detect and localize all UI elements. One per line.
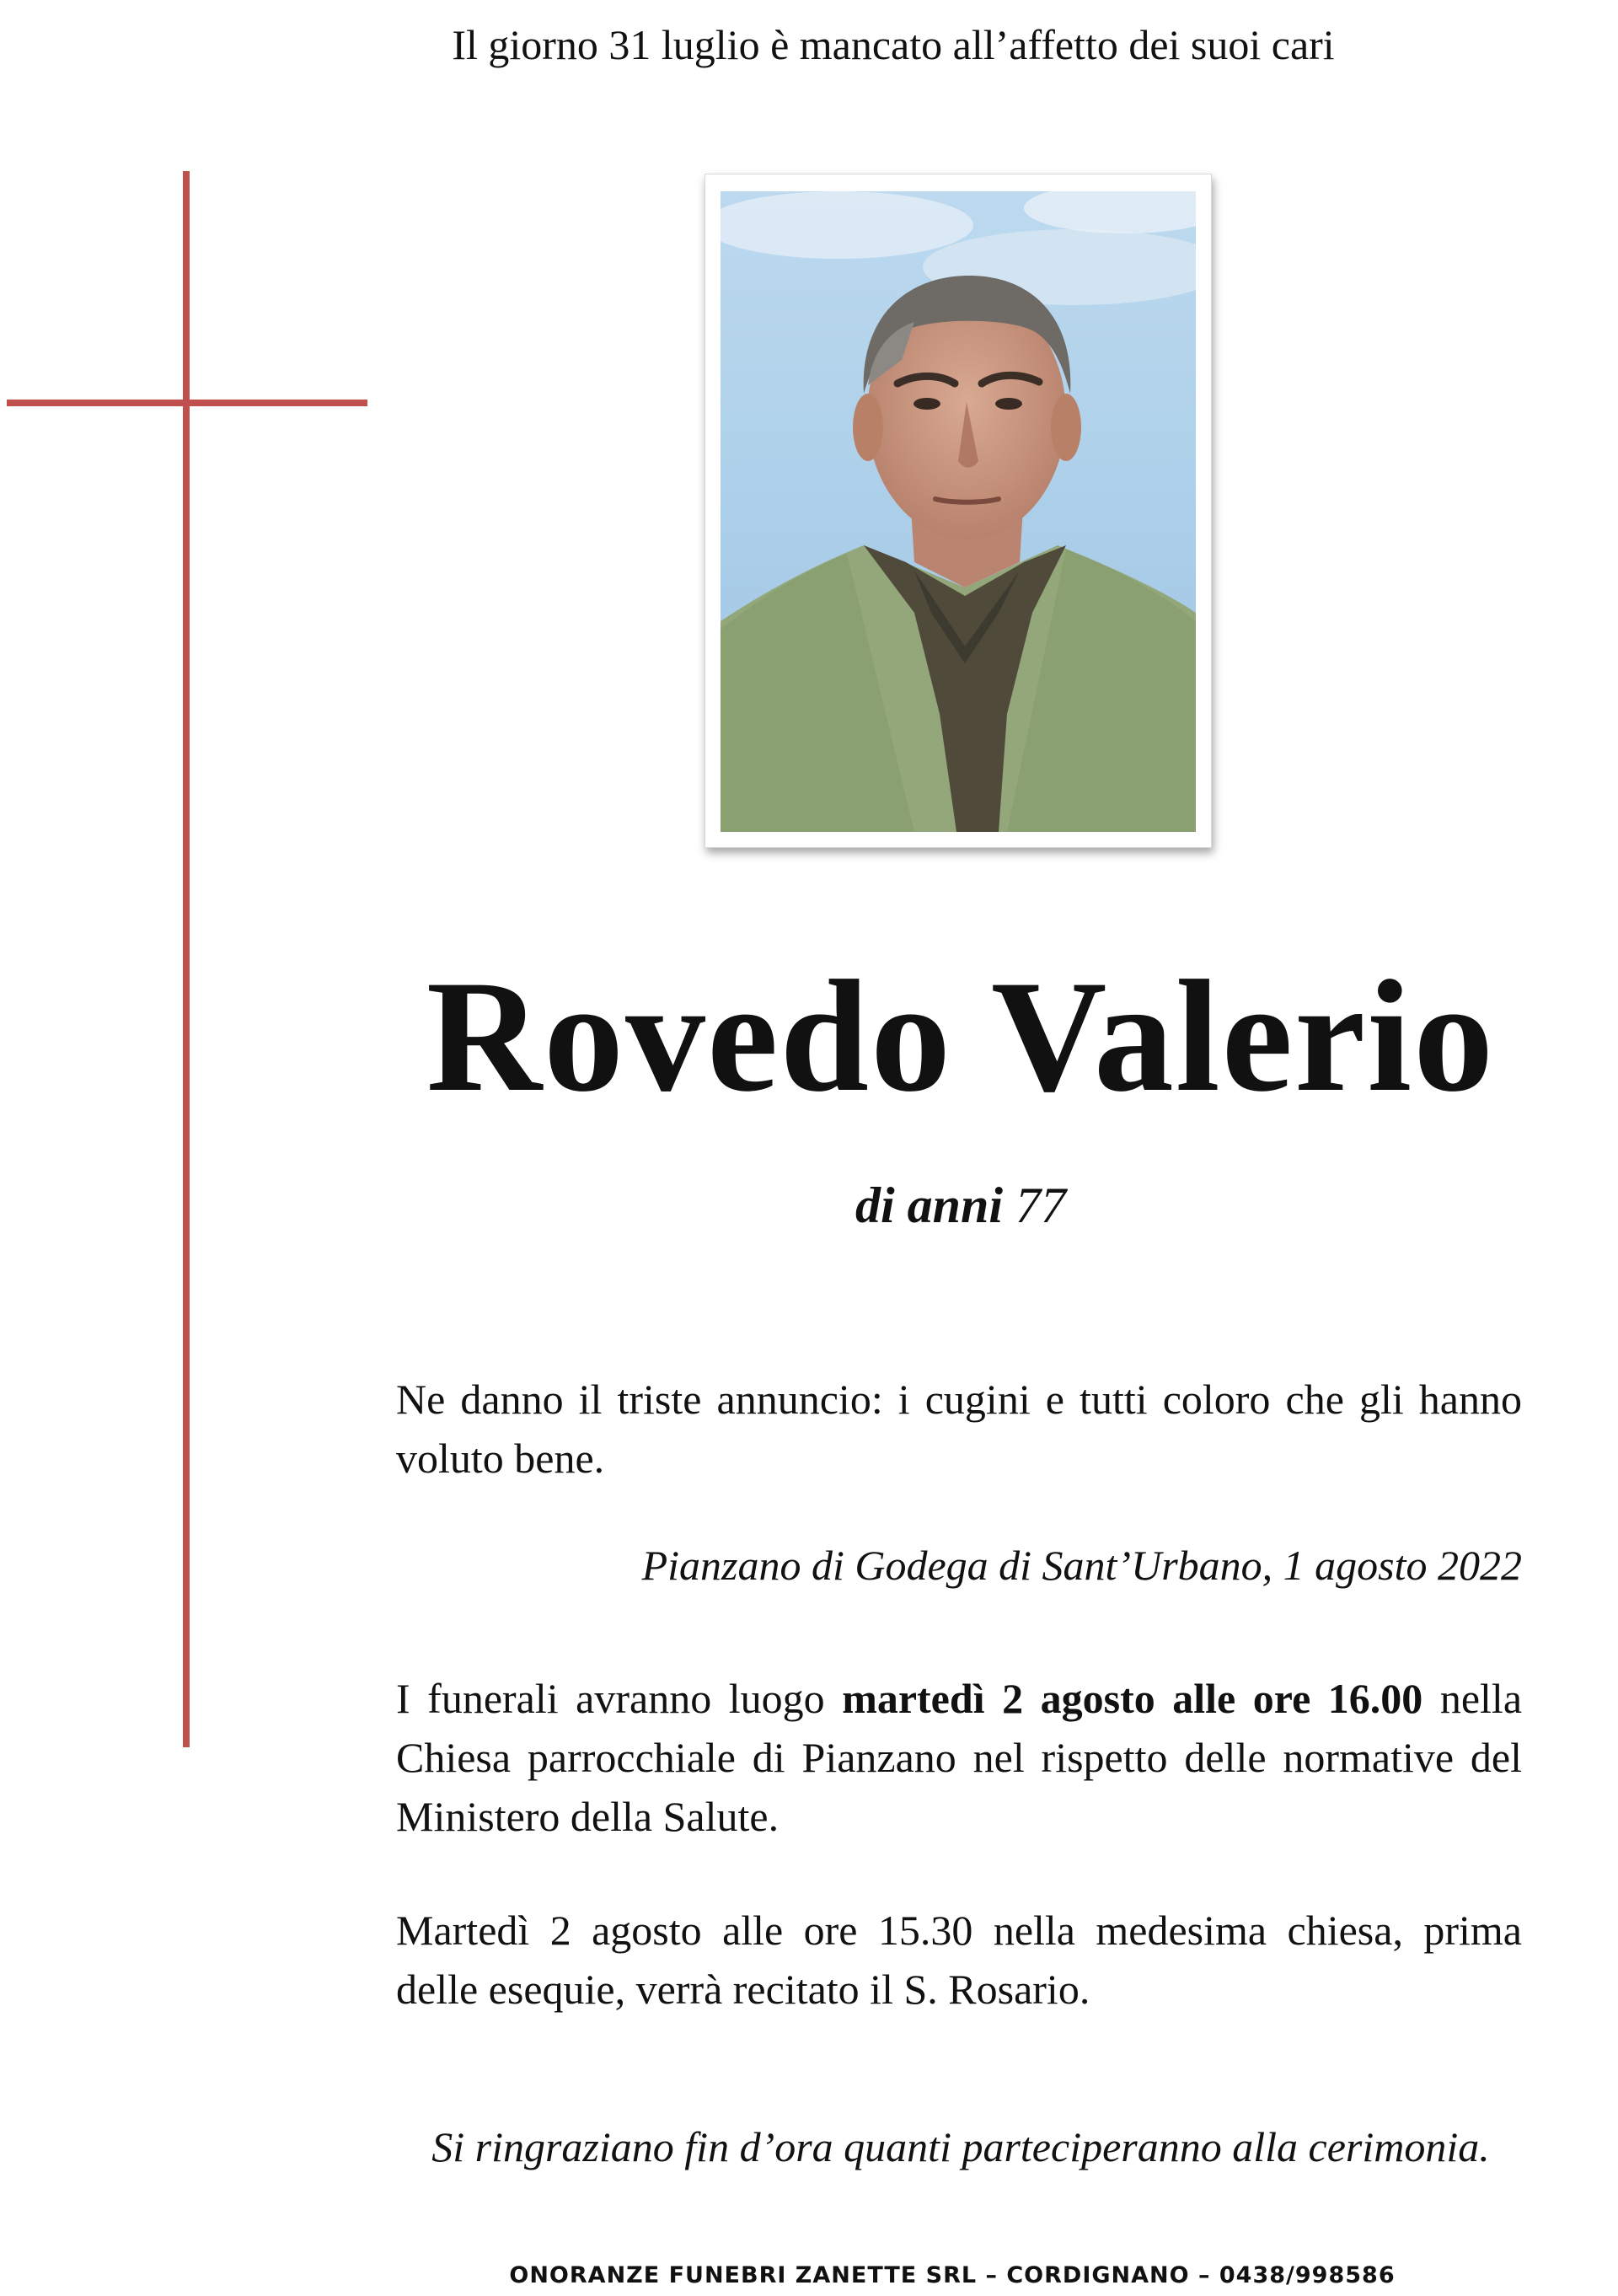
cross-horizontal-bar [7,400,367,406]
cross-vertical-bar [183,171,190,1747]
funeral-text-after: nella Chiesa parrocchiale di Pianzano nel rispetto delle normative del Ministero della Salute. [396,1675,1523,1840]
funeral-date-time: martedì 2 agosto alle ore 16.00 [842,1675,1423,1722]
funeral-paragraph [396,1669,1522,1846]
intro-line: Il giorno 31 luglio è mancato all’affetto dei suoi cari [452,21,1335,68]
age-line [253,1172,1618,1239]
portrait-photo [721,191,1196,832]
deceased-name: Rovedo Valerio [426,948,1496,1125]
age-value: 77 [1015,1178,1067,1233]
portrait-illustration [721,191,1196,832]
rosary-paragraph: Martedì 2 agosto alle ore 15.30 nella medesima chiesa, prima delle esequie, verrà recitato il S. Rosario. [396,1907,1522,2013]
portrait-frame [705,174,1212,848]
funeral-home-footer: ONORANZE FUNEBRI ZANETTE SRL – CORDIGNANO – 0438/998586 [509,2262,1396,2288]
age-prefix: di anni [855,1178,1004,1233]
place-date: Pianzano di Godega di Sant’Urbano, 1 agosto 2022 [641,1542,1522,1589]
funeral-text-before: I funerali avranno luogo [396,1675,843,1722]
announcement-paragraph: Ne danno il triste annuncio: i cugini e tutti coloro che gli hanno voluto bene. [396,1376,1522,1482]
thanks-line: Si ringraziano fin d’ora quanti parteciperanno alla cerimonia. [431,2123,1490,2170]
